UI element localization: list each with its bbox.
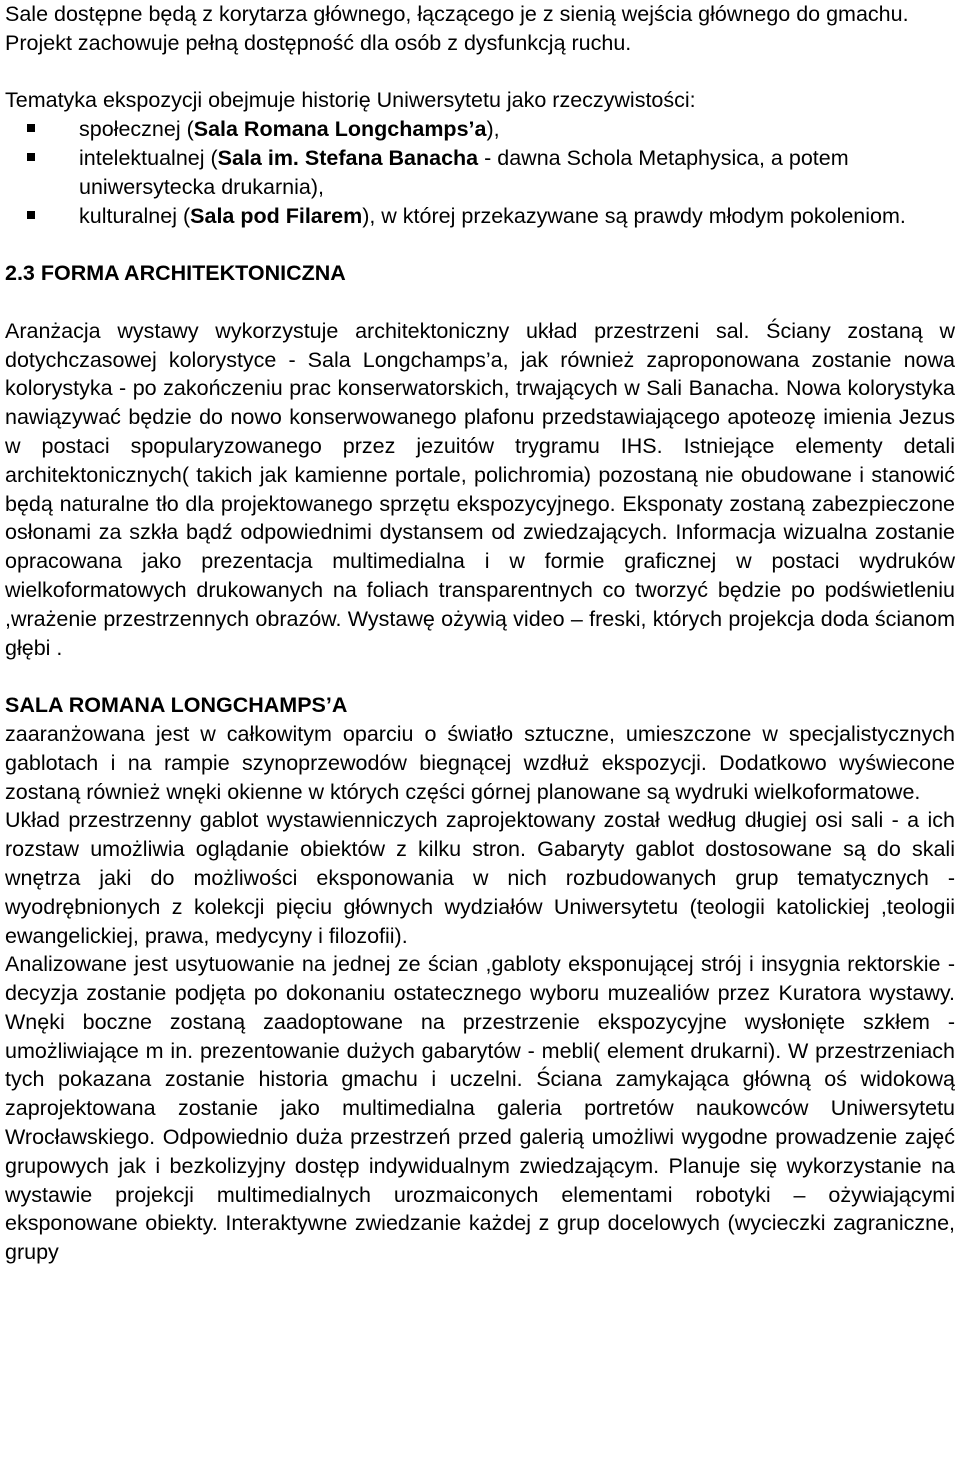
square-bullet-icon: [27, 153, 35, 161]
list-item-room-name: Sala im. Stefana Banacha: [217, 145, 479, 170]
list-item-suffix: ),: [486, 117, 500, 142]
document-page: [5, 0, 955, 1267]
list-item-room-name: Sala pod Filarem: [190, 203, 363, 228]
square-bullet-icon: [27, 124, 35, 132]
themes-lead: Tematyka ekspozycji obejmuje historię Uniwersytetu jako rzeczywistości:: [5, 88, 696, 113]
architecture-paragraph: Aranżacja wystawy wykorzystuje architektoniczny układ przestrzeni sal. Ściany zostaną w dotychczasowej kolorystyce - Sala Longchamps’a, jak również zaproponowana zostanie nowa kolorystyka - po zakończeniu prac konserwatorskich, trwających w Sali Banacha. Nowa kolorystyka nawiązywać będzie do nowo konserwowanego plafonu przedstawiającego apoteozę imienia Jezus w postaci spopularyzowanego przez jezuitów trygramu IHS. Istniejące elementy detali architektonicznych( takich jak kamienne portale, polichromia) pozostaną nie obudowane i stanowić będą naturalne tło dla projektowanego sprzętu ekspozycyjnego. Eksponaty zostaną zabezpieczone osłonami za szkła bądź odpowiednimi dystansem od zwiedzających. Informacja wizualna zostanie opracowana jako prezentacja multimedialna i w formie graficznej w postaci wydruków wielkoformatowych drukowanych na foliach transparentnych co tworzyć będzie po podświetleniu ,wrażenie przestrzennych obrazów. Wystawę ożywią video – freski, których projekcja doda ścianom głębi .: [5, 318, 955, 660]
list-item: [5, 144, 955, 202]
square-bullet-icon: [27, 211, 35, 219]
list-item: [5, 115, 955, 144]
themes-list: [5, 115, 955, 230]
intro-paragraph: Sale dostępne będą z korytarza głównego, łączącego je z sienią wejścia głównego do gmachu. Projekt zachowuje pełną dostępność dla osób z dysfunkcją ruchu.: [5, 2, 909, 55]
list-item-room-name: Sala Romana Longchamps’a: [193, 117, 487, 142]
list-item-prefix: kulturalnej (: [79, 203, 191, 228]
spacer: [5, 288, 955, 317]
list-item-suffix: - dawna Schola Metaphysica, a potem uniwersytecka drukarnia),: [79, 145, 849, 199]
spacer: [5, 662, 955, 691]
section-heading-sala: SALA ROMANA LONGCHAMPS’A: [5, 693, 348, 718]
list-item-prefix: społecznej (: [79, 117, 194, 142]
sala-paragraph: Układ przestrzenny gablot wystawienniczych zaprojektowany został według długiej osi sali - a ich rozstaw umożliwia oglądanie obiektów z kilku stron. Gabaryty gablot dostosowane są do skali wnętrza jaki do możliwości eksponowania w nich rozbudowanych grup tematycznych - wyodrębnionych z kolekcji pięciu głównych wydziałów Uniwersytetu (teologii katolickiej ,teologii ewangelickiej, prawa, medycyny i filozofii).: [5, 808, 955, 948]
list-item-suffix: ), w której przekazywane są prawdy młodym pokoleniom.: [362, 203, 906, 228]
sala-paragraph: zaaranżowana jest w całkowitym oparciu o światło sztuczne, umieszczone w specjalistycznych gablotach i na rampie szynoprzewodów biegnącej wzdłuż ekspozycji. Dodatkowo wyświecone zostaną również wnęki okienne w których części górnej planowane są wydruki wielkoformatowe.: [5, 721, 955, 804]
sala-paragraph: Analizowane jest usytuowanie na jednej ze ścian ,gabloty eksponującej strój i insygnia rektorskie - decyzja zostanie podjęta po dokonaniu ostatecznego wyboru muzealiów przez Kuratora wystawy. Wnęki boczne zostaną zaadoptowane na przestrzenie ekspozycyjne wysłonięte szkłem - umożliwiające m in. prezentowanie dużych gabarytów - mebli( element drukarni). W przestrzeniach tych pokazana zostanie historia gmachu i uczelni. Ściana zamykająca główną oś widokową zaprojektowana zostanie jako multimedialna galeria portretów naukowców Uniwersytetu Wrocławskiego. Odpowiednio duża przestrzeń przed galerią umożliwi wygodne prowadzenie zajęć grupowych jak i bezkolizyjny dostęp indywidualnym zwiedzającym. Planuje się wykorzystanie na wystawie projekcji multimedialnych urozmaiconych elementami robotyki – ożywiającymi eksponowane obiekty. Interaktywne zwiedzanie każdej z grup docelowych (wycieczki zagraniczne, grupy: [5, 952, 955, 1265]
section-heading-architecture: 2.3 FORMA ARCHITEKTONICZNA: [5, 261, 346, 286]
list-item-prefix: intelektualnej (: [79, 145, 218, 170]
spacer: [5, 230, 955, 259]
spacer: [5, 58, 955, 87]
list-item: [5, 202, 955, 231]
